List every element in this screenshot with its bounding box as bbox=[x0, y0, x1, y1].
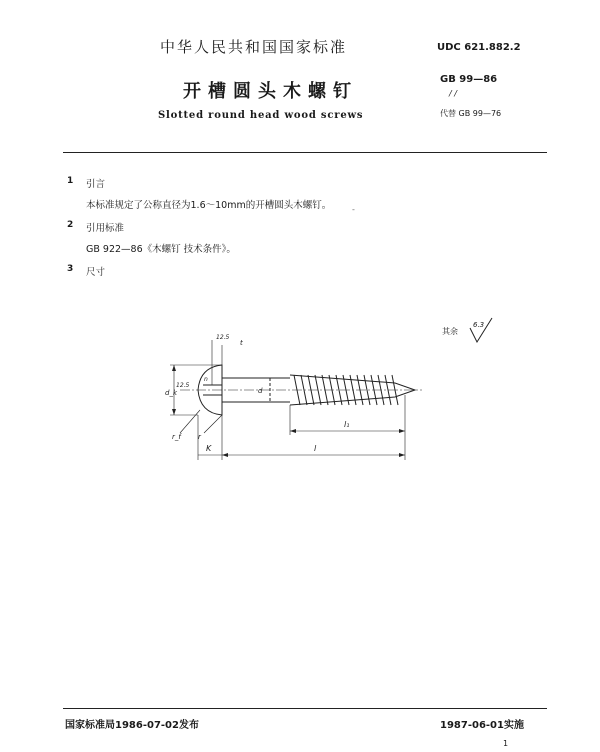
section-title: 引言 bbox=[86, 179, 106, 190]
section-title: 尺寸 bbox=[86, 267, 106, 278]
section-body: 本标准规定了公称直径为1.6～10mm的开槽圆头木螺钉。 bbox=[86, 200, 332, 211]
section-number: 2 bbox=[67, 220, 74, 230]
section-number: 1 bbox=[67, 176, 74, 186]
stray-mark: - bbox=[352, 205, 355, 214]
issued-date: 国家标准局1986-07-02发布 bbox=[65, 720, 199, 731]
gb-note: / / bbox=[449, 89, 457, 98]
section-body: GB 922—86《木螺钉 技术条件》。 bbox=[86, 244, 236, 255]
dim-label-d: d bbox=[258, 387, 263, 395]
header-rule bbox=[63, 152, 547, 153]
dim-arrow bbox=[290, 429, 296, 433]
dim-label-r: r bbox=[198, 433, 201, 441]
dim-arrow bbox=[222, 453, 228, 457]
screw-drawing bbox=[160, 315, 425, 465]
dim-label-dk: d_k bbox=[165, 389, 177, 397]
dim-arrow bbox=[399, 429, 405, 433]
effective-date: 1987-06-01实施 bbox=[440, 720, 524, 731]
replaces-note: 代替 GB 99—76 bbox=[440, 109, 502, 118]
dim-arrow bbox=[172, 409, 176, 415]
country-header: 中华人民共和国国家标准 bbox=[160, 38, 348, 56]
dim-label-rf: r_f bbox=[172, 433, 181, 441]
dim-label-r-head: 12.5 bbox=[176, 382, 190, 389]
leader-line-r bbox=[204, 415, 222, 433]
udc-code: UDC 621.882.2 bbox=[437, 42, 521, 53]
roughness-value: 6.3 bbox=[473, 321, 485, 329]
dim-label-r-head: 12.5 bbox=[216, 334, 230, 341]
roughness-note bbox=[442, 326, 458, 337]
footer-rule bbox=[63, 708, 547, 709]
section-number: 3 bbox=[67, 264, 74, 274]
dim-arrow bbox=[399, 453, 405, 457]
section-title: 引用标准 bbox=[86, 223, 125, 234]
page-mark: 1 bbox=[503, 739, 509, 748]
dim-label-l1: l₁ bbox=[344, 420, 350, 429]
roughness-label: 其余 bbox=[442, 327, 458, 336]
leader-line-rf bbox=[180, 410, 200, 433]
roughness-symbol bbox=[468, 316, 508, 348]
dim-arrow bbox=[172, 365, 176, 371]
dim-label-t: t bbox=[240, 339, 243, 347]
document-title-en: Slotted round head wood screws bbox=[158, 110, 364, 121]
dim-label-n: n bbox=[204, 376, 208, 383]
dim-label-l: l bbox=[314, 444, 317, 453]
document-title-cn: 开槽圆头木螺钉 bbox=[183, 81, 358, 102]
dim-label-k: K bbox=[206, 444, 212, 453]
gb-number: GB 99—86 bbox=[440, 74, 498, 85]
